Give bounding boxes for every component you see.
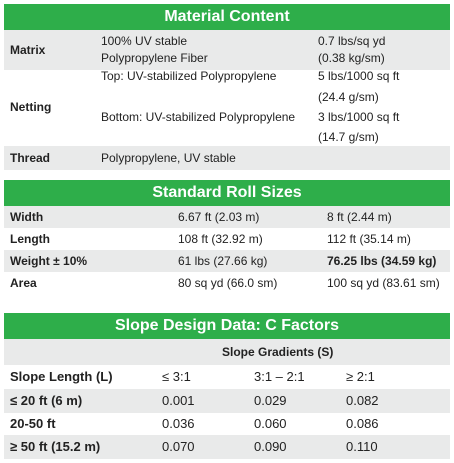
roll-value-a: 61 lbs (27.66 kg) xyxy=(178,254,268,268)
netting-row xyxy=(4,70,450,148)
netting-bottom-value-line1: 3 lbs/1000 sq ft xyxy=(318,110,400,124)
netting-bottom-desc: Bottom: UV-stabilized Polypropylene xyxy=(101,110,296,124)
slope-length-header: Slope Length (L) xyxy=(10,369,113,384)
matrix-desc-line1: 100% UV stable xyxy=(101,34,188,48)
c-factor-value: 0.070 xyxy=(162,439,195,454)
c-factor-value: 0.036 xyxy=(162,416,195,431)
thread-desc: Polypropylene, UV stable xyxy=(101,151,236,165)
slope-design-title: Slope Design Data: C Factors xyxy=(4,313,450,339)
standard-roll-sizes-title: Standard Roll Sizes xyxy=(4,180,450,206)
c-factor-value: 0.086 xyxy=(346,416,379,431)
matrix-desc-line2: Polypropylene Fiber xyxy=(101,51,208,65)
slope-gradients-header: Slope Gradients (S) xyxy=(222,345,334,359)
roll-value-b: 112 ft (35.14 m) xyxy=(327,232,411,246)
c-factor-value: 0.082 xyxy=(346,393,379,408)
c-factor-value: 0.060 xyxy=(254,416,287,431)
c-factor-value: 0.001 xyxy=(162,393,195,408)
gradient-header-2: 3:1 – 2:1 xyxy=(254,369,305,384)
gradient-header-3: ≥ 2:1 xyxy=(346,369,375,384)
roll-value-a: 80 sq yd (66.0 sm) xyxy=(178,276,278,290)
thread-label: Thread xyxy=(10,151,51,165)
roll-row-label: Area xyxy=(10,276,37,290)
roll-value-b: 100 sq yd (83.61 sm) xyxy=(327,276,440,290)
material-content-section xyxy=(4,4,450,170)
roll-value-a: 6.67 ft (2.03 m) xyxy=(178,210,260,224)
thread-row xyxy=(4,146,450,170)
netting-bottom-value-line2: (14.7 g/sm) xyxy=(318,130,379,144)
slope-design-section xyxy=(4,313,450,459)
slope-gradients-header-row xyxy=(4,339,450,365)
c-factor-value: 0.110 xyxy=(346,439,378,454)
roll-row-weight xyxy=(4,250,450,272)
roll-row-label: Length xyxy=(10,232,50,246)
netting-top-desc: Top: UV-stabilized Polypropylene xyxy=(101,69,277,83)
slope-row-2 xyxy=(4,413,450,435)
standard-roll-sizes-section xyxy=(4,180,450,296)
slope-row-3 xyxy=(4,435,450,459)
matrix-label: Matrix xyxy=(10,43,46,57)
roll-row-area xyxy=(4,272,450,294)
roll-value-b: 8 ft (2.44 m) xyxy=(327,210,392,224)
matrix-row xyxy=(4,30,450,70)
c-factor-value: 0.029 xyxy=(254,393,287,408)
matrix-value-line1: 0.7 lbs/sq yd xyxy=(318,34,386,48)
slope-row-label: 20-50 ft xyxy=(10,416,56,431)
roll-value-a: 108 ft (32.92 m) xyxy=(178,232,263,246)
matrix-value-line2: (0.38 kg/sm) xyxy=(318,51,385,65)
netting-label: Netting xyxy=(10,100,52,114)
slope-row-1 xyxy=(4,389,450,413)
roll-row-label: Weight ± 10% xyxy=(10,254,88,268)
netting-top-value-line1: 5 lbs/1000 sq ft xyxy=(318,69,400,83)
roll-row-label: Width xyxy=(10,210,44,224)
slope-row-label: ≥ 50 ft (15.2 m) xyxy=(10,439,101,454)
roll-row-length xyxy=(4,228,450,250)
c-factor-value: 0.090 xyxy=(254,439,287,454)
slope-row-label: ≤ 20 ft (6 m) xyxy=(10,393,83,408)
material-content-title: Material Content xyxy=(4,4,450,30)
gradient-header-1: ≤ 3:1 xyxy=(162,369,191,384)
netting-top-value-line2: (24.4 g/sm) xyxy=(318,90,379,104)
roll-value-b: 76.25 lbs (34.59 kg) xyxy=(327,254,437,268)
roll-row-width xyxy=(4,206,450,228)
slope-column-header-row xyxy=(4,365,450,389)
